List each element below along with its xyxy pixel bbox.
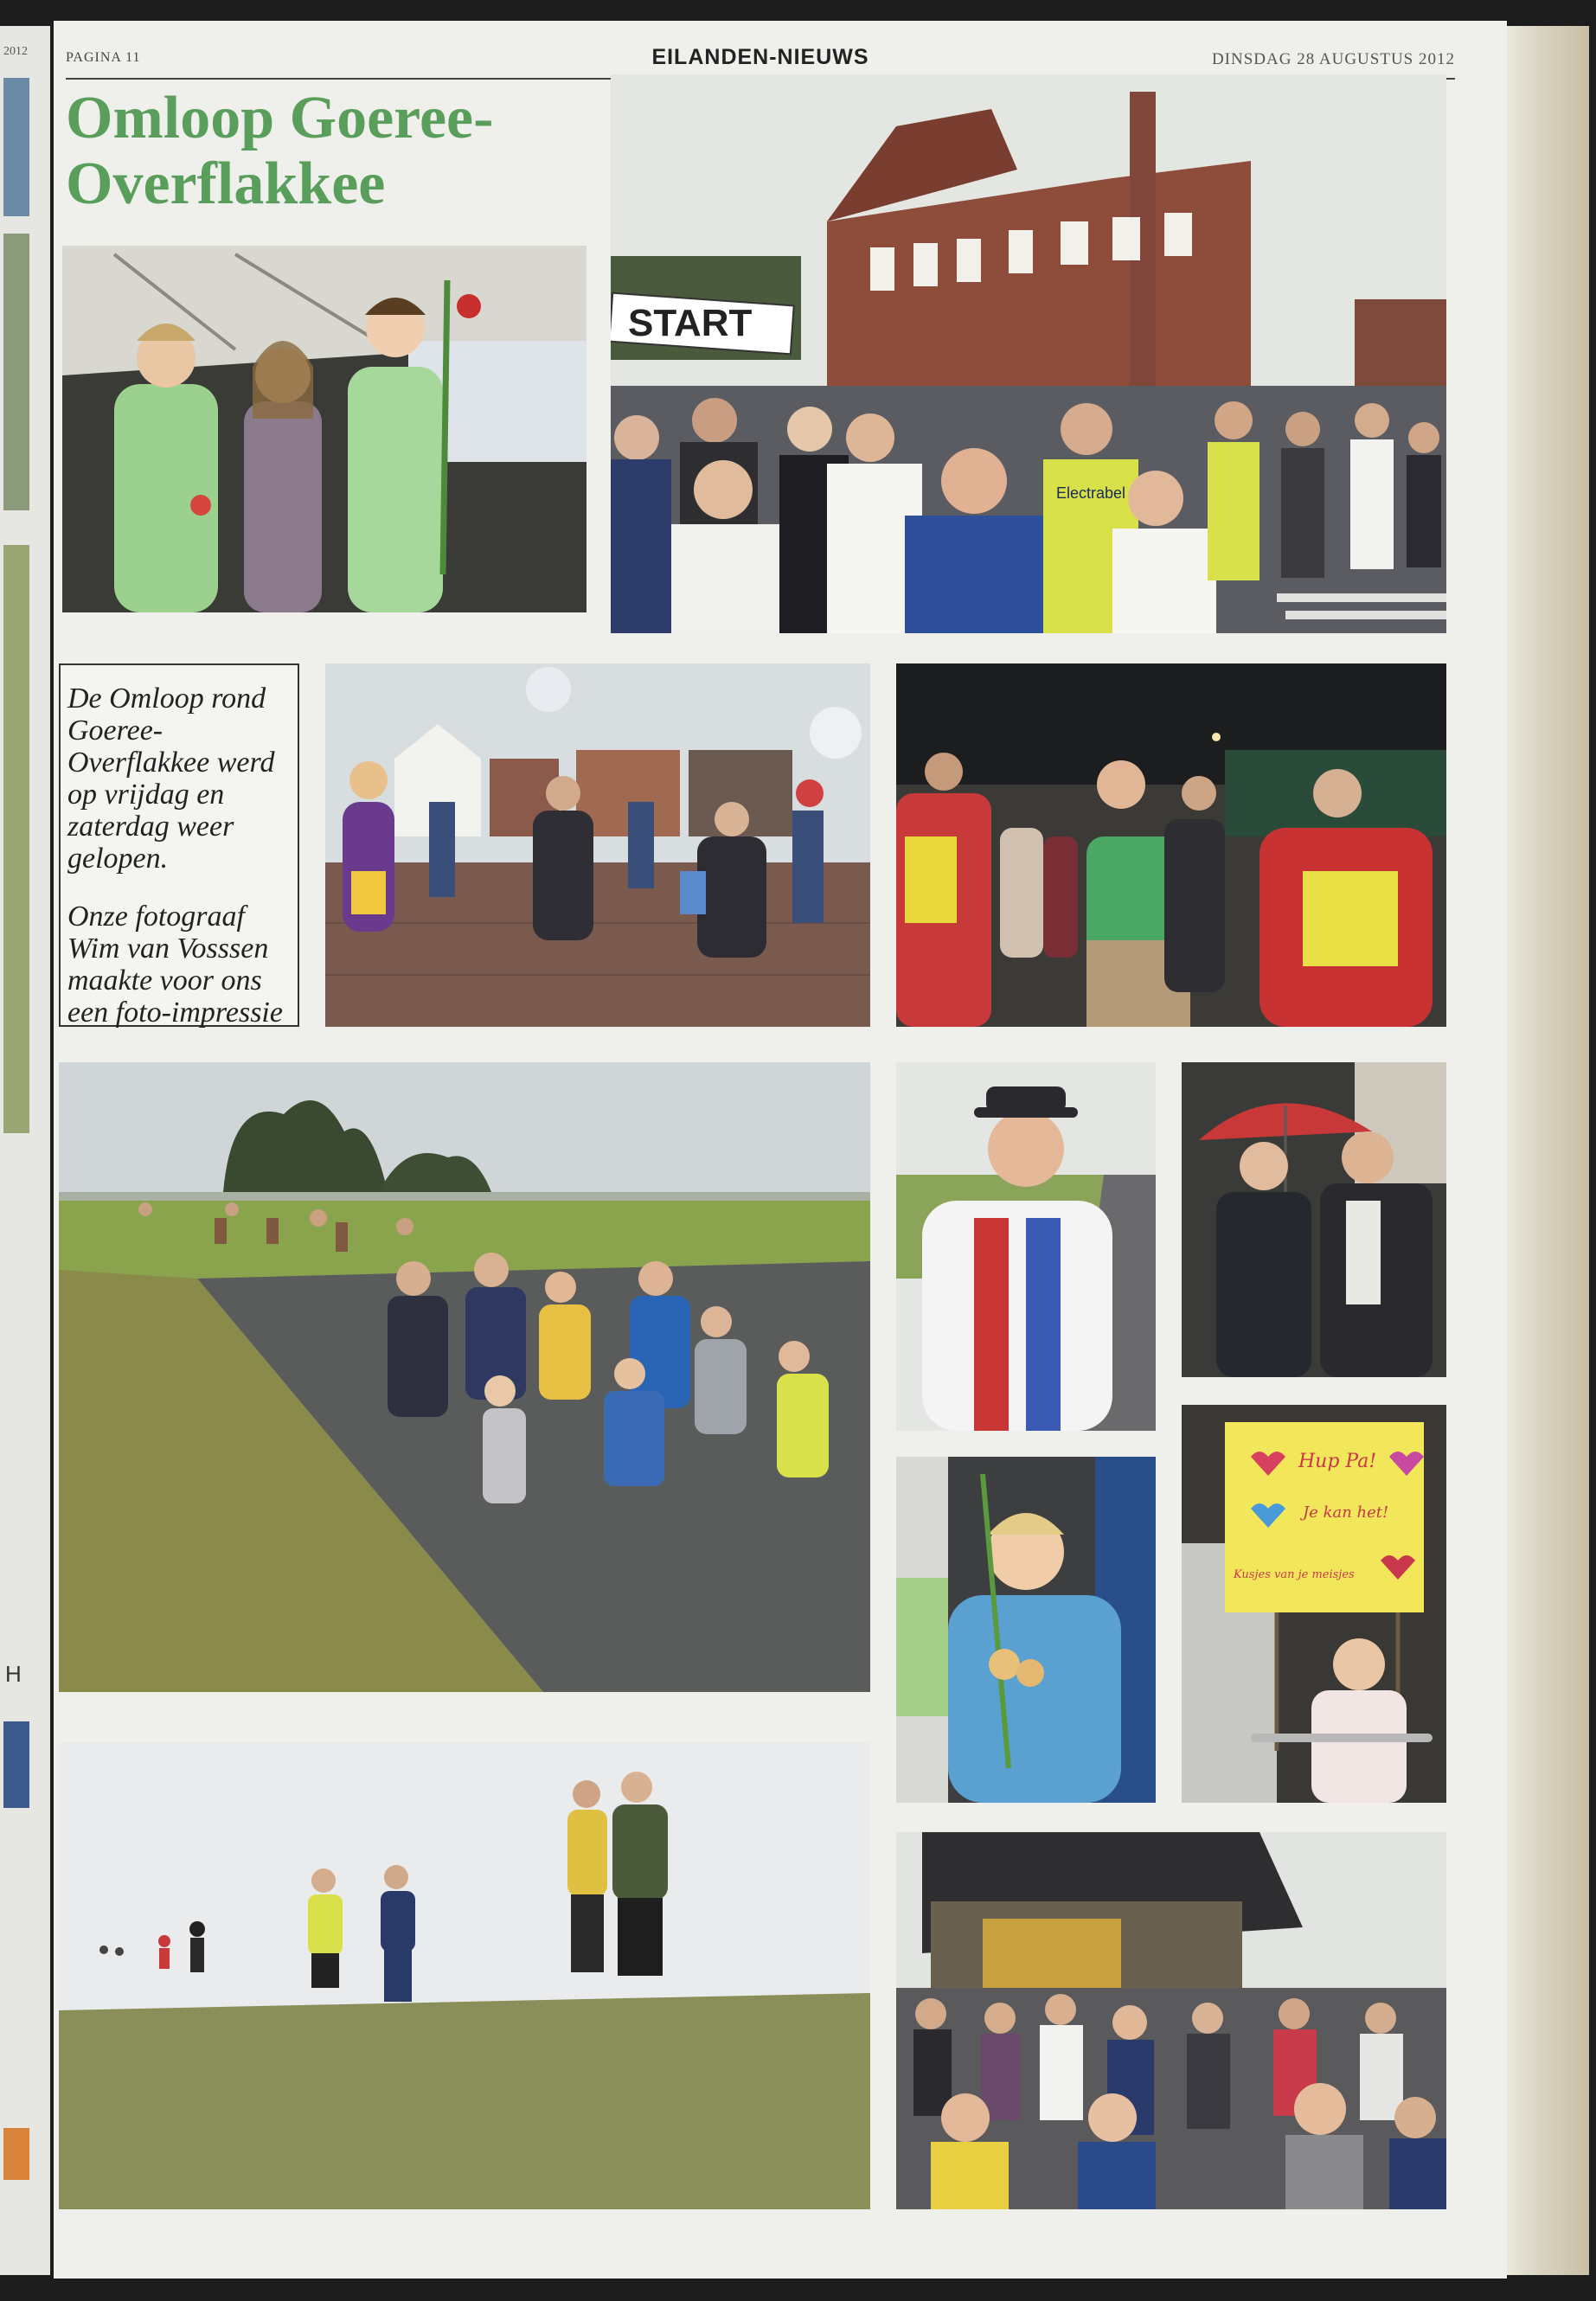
vest-sponsor-text: Electrabel: [1056, 484, 1126, 502]
photo-girl-with-sign: [1182, 1405, 1446, 1803]
photo-walkers-fog-image: [59, 1742, 870, 2209]
photo-umbrella-couple-image: [1182, 1062, 1446, 1377]
adjacent-page-ad: [3, 2128, 29, 2180]
adjacent-page-photo: [3, 1721, 29, 1808]
photo-crowd-dike-image: [59, 1062, 870, 1692]
caption-paragraph-1: De Omloop rond Goeree-Overflakkee werd op vrijdag en zaterdag weer gelopen.: [67, 683, 275, 875]
photo-girl-flowers-bread: [896, 1457, 1156, 1803]
page-number: PAGINA 11: [66, 50, 141, 65]
photo-girl-flowers-image: [896, 1457, 1156, 1803]
issue-date: DINSDAG 28 AUGUSTUS 2012: [1211, 50, 1455, 68]
title-line-2: Overflakkee: [66, 151, 386, 217]
adjacent-page-number: 2012: [3, 45, 28, 58]
article-title: [66, 86, 619, 217]
photo-crowd-warehouse-image: [896, 1832, 1446, 2209]
page-header: [66, 38, 1455, 80]
sign-text-line-3: Kusjes van je meisjes: [1234, 1568, 1355, 1581]
photo-clown-street-image: [325, 663, 870, 1027]
newspaper-binding-edge: [1507, 26, 1589, 2275]
photo-girls-with-flowers-image: [62, 246, 586, 612]
photo-girls-with-flowers: [62, 246, 586, 612]
photo-walkers-dike-fog: [59, 1742, 870, 2209]
adjacent-page-photo: [3, 78, 29, 216]
photo-start-crowd-image: [611, 74, 1446, 633]
photo-young-man-hat: [896, 1062, 1156, 1431]
photo-crowd-dike-road: [59, 1062, 870, 1692]
photo-young-man-image: [896, 1062, 1156, 1431]
photo-crowd-warehouse: [896, 1832, 1446, 2209]
start-banner-text: START: [628, 302, 753, 344]
newspaper-name: EILANDEN-NIEUWS: [651, 45, 869, 69]
newspaper-page: [54, 21, 1507, 2279]
photo-start-crowd-townhall: [611, 74, 1446, 633]
sign-text-line-1: Hup Pa!: [1298, 1451, 1377, 1472]
adjacent-page-letter: H: [5, 1661, 22, 1687]
photo-clown-street-balloons: [325, 663, 870, 1027]
article-caption-box: [59, 663, 299, 1027]
photo-night-walkers: [896, 663, 1446, 1027]
adjacent-page-edge: [0, 26, 50, 2275]
photo-girl-sign-image: [1182, 1405, 1446, 1803]
photo-night-walkers-image: [896, 663, 1446, 1027]
caption-paragraph-2: Onze fotograaf Wim van Vosssen maakte voor ons een foto-impressie: [67, 901, 283, 1029]
sign-text-line-2: Je kan het!: [1303, 1503, 1389, 1522]
adjacent-page-photo: [3, 545, 29, 1133]
photo-umbrella-couple: [1182, 1062, 1446, 1377]
adjacent-page-photo: [3, 234, 29, 510]
title-line-1: Omloop Goeree-: [66, 85, 494, 151]
